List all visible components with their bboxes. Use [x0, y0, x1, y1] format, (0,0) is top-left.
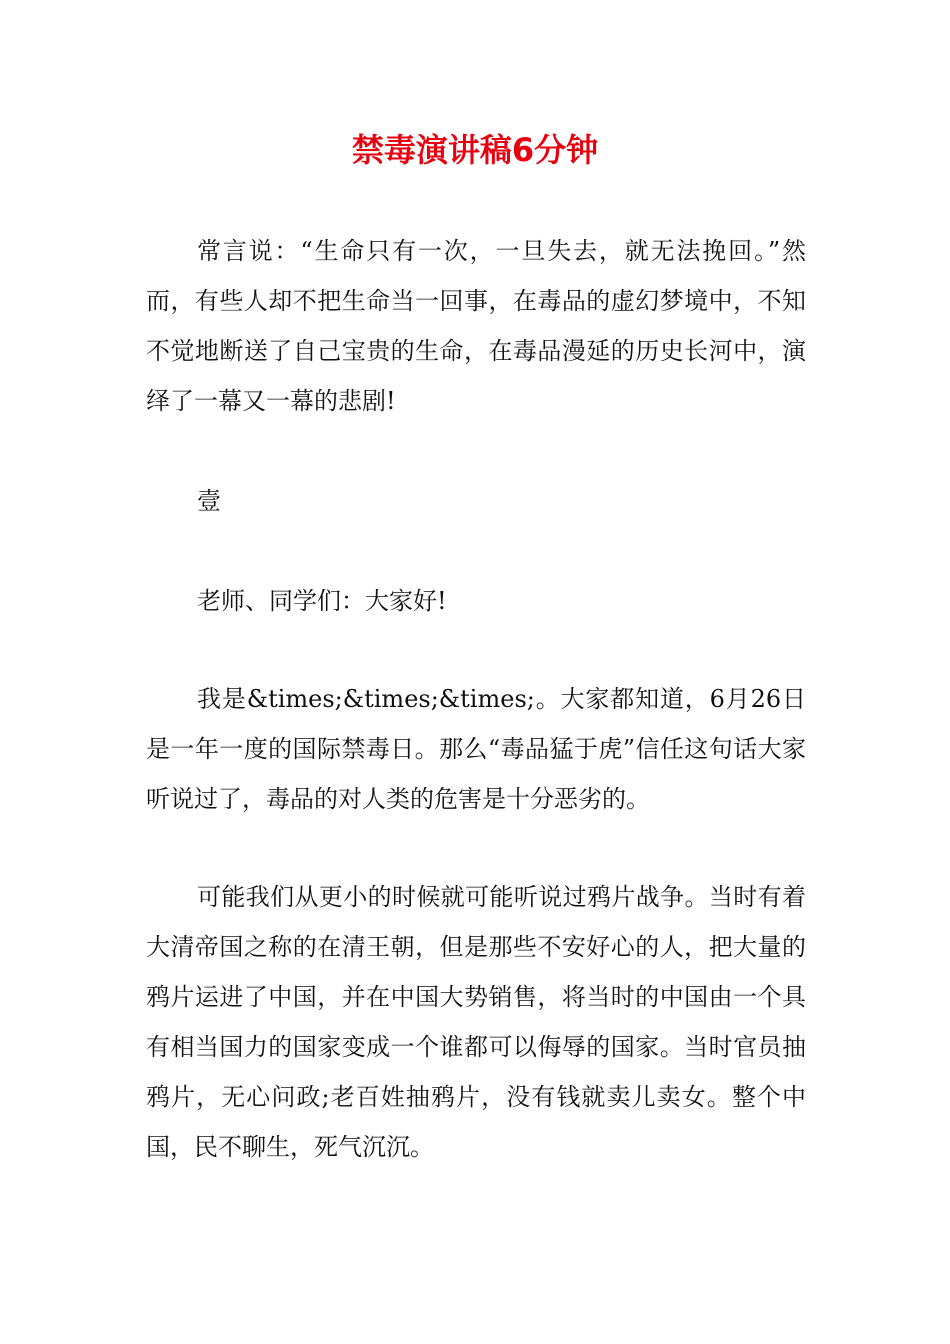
- section-heading-one: 壹: [197, 487, 221, 515]
- paragraph-greeting: 老师、同学们：大家好!: [197, 587, 447, 615]
- paragraph-intro: 常言说：“生命只有一次，一旦失去，就无法挽回。”然而，有些人却不把生命当一回事，在毒品的虚幻梦境中，不知不觉地断送了自己宝贵的生命，在毒品漫延的历史长河中，演绎了一幕又一幕的悲剧!: [146, 237, 806, 415]
- document-title: 禁毒演讲稿6分钟: [351, 131, 599, 169]
- paragraph-self-intro: 我是&times;&times;&times;。大家都知道，6月26日是一年一度的国际禁毒日。那么“毒品猛于虎”信任这句话大家听说过了，毒品的对人类的危害是十分恶劣的。: [146, 685, 806, 813]
- paragraph-opium-war: 可能我们从更小的时候就可能听说过鸦片战争。当时有着大清帝国之称的在清王朝，但是那些不安好心的人，把大量的鸦片运进了中国，并在中国大势销售，将当时的中国由一个具有相当国力的国家变成一个谁都可以侮辱的国家。当时官员抽鸦片，无心问政;老百姓抽鸦片，没有钱就卖儿卖女。整个中国，民不聊生，死气沉沉。: [146, 883, 806, 1161]
